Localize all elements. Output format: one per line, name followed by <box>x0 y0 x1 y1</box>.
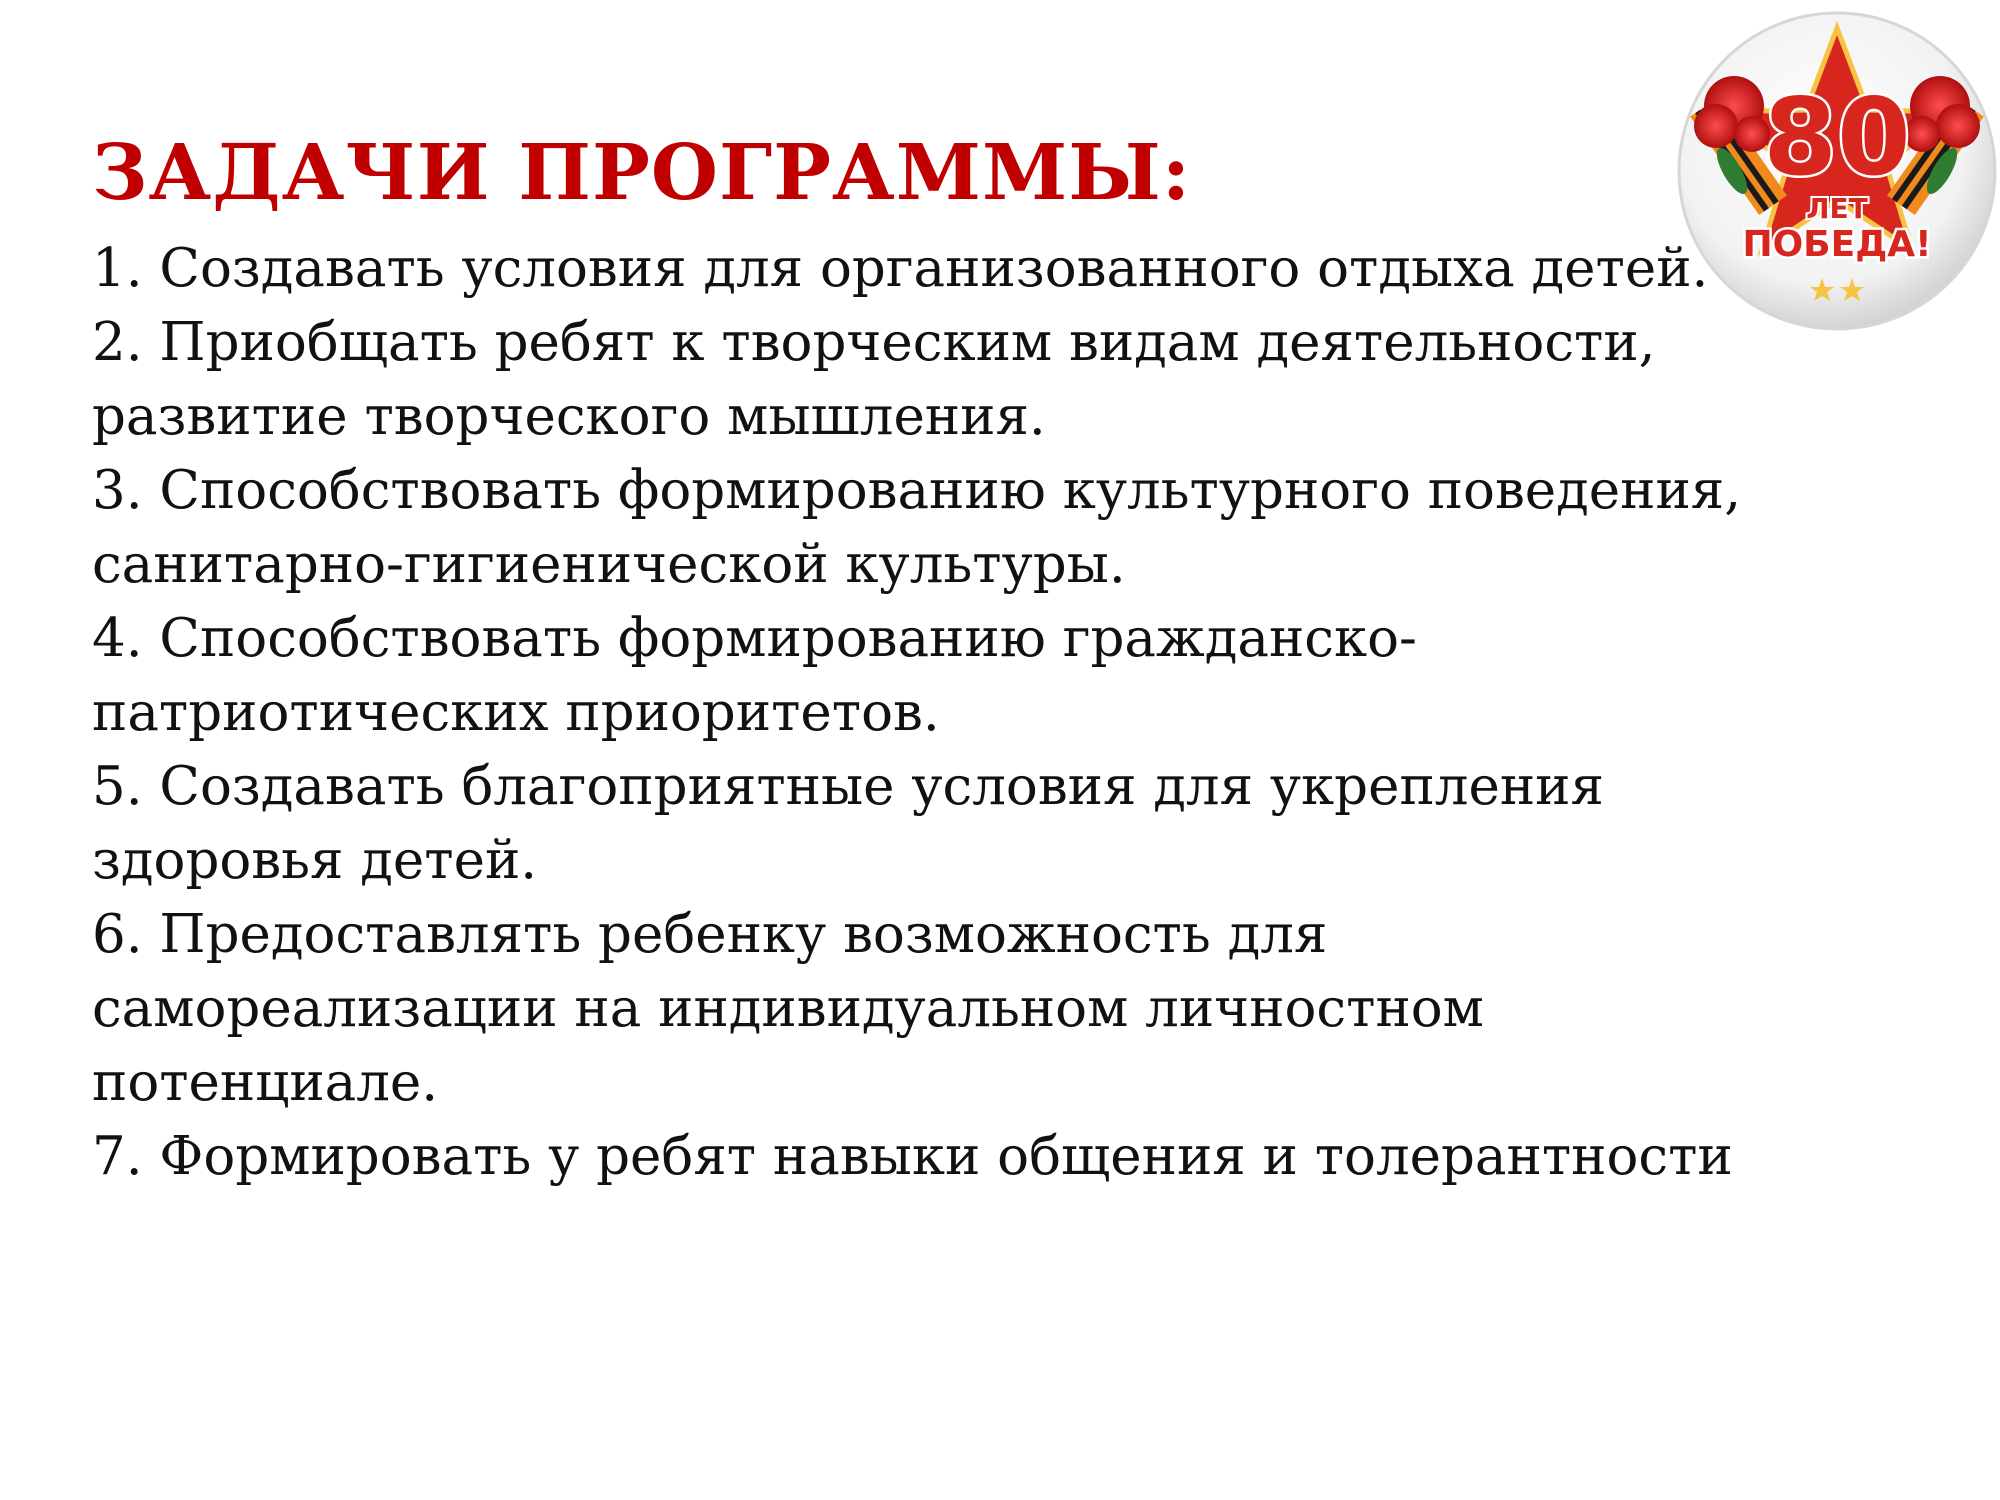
task-item-2: 2. Приобщать ребят к творческим видам деятельности, развитие творческого мышления. <box>92 312 1656 447</box>
task-item-7: 7. Формировать у ребят навыки общения и толерантности <box>92 1126 1733 1187</box>
victory-80-years-badge-icon <box>1672 6 2000 336</box>
badge-years-label: ЛЕТ <box>1806 192 1868 225</box>
slide-title: ЗАДАЧИ ПРОГРАММЫ: <box>92 128 1192 218</box>
task-item-6: 6. Предоставлять ребенку возможность для самореализации на индивидуальном личностном потенциале. <box>92 904 1484 1113</box>
task-item-4: 4. Способствовать формированию гражданско-патриотических приоритетов. <box>92 608 1417 743</box>
task-item-5: 5. Создавать благоприятные условия для укрепления здоровья детей. <box>92 756 1604 891</box>
task-list <box>92 232 1792 1194</box>
badge-number: 80 <box>1763 76 1911 199</box>
task-item-3: 3. Способствовать формированию культурного поведения, санитарно-гигиенической культуры. <box>92 460 1742 595</box>
task-item-1: 1. Создавать условия для организованного отдыха детей. <box>92 238 1709 299</box>
badge-victory-label: ПОБЕДА! <box>1742 224 1932 265</box>
